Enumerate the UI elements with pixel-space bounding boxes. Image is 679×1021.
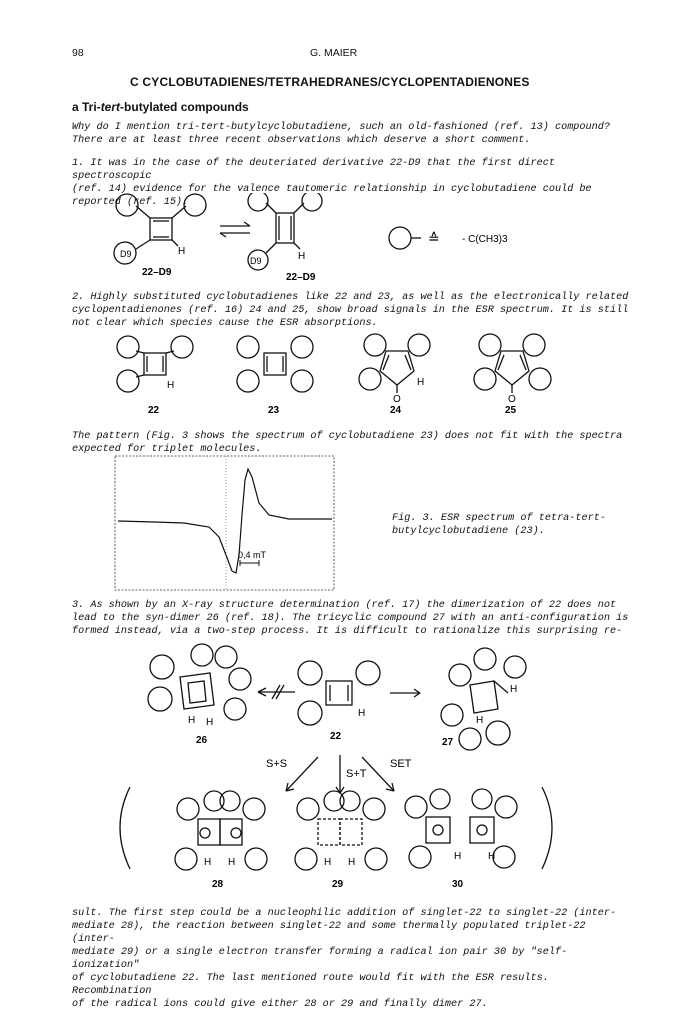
compound-label-30: 30 — [452, 879, 464, 890]
h-atom-label: H — [206, 717, 214, 728]
h-atom-label: H — [324, 857, 332, 868]
compound-label-23: 23 — [268, 405, 280, 416]
h-atom-label: H — [454, 851, 462, 862]
arrow-label-set: SET — [390, 758, 412, 770]
text-line: not clear which species cause the ESR absorptions. — [72, 318, 378, 329]
page-number: 98 — [72, 47, 84, 59]
h-atom-label: H — [417, 377, 425, 388]
h-atom-label: H — [188, 715, 196, 726]
text-line: Why do I mention tri-tert-butylcyclobutadiene, such an old-fashioned (ref. 13) compound? — [72, 122, 610, 133]
arrow-label-s-s: S+S — [266, 758, 288, 770]
compound-label-27: 27 — [442, 737, 454, 748]
subsection-title — [72, 100, 249, 114]
oxygen-label: O — [508, 394, 516, 405]
scheme-compounds-22-25 — [90, 333, 630, 418]
text-line: There are at least three recent observations which deserve a short comment. — [72, 135, 531, 146]
text-line: mediate 29) or a single electron transfer forming a radical ion pair 30 by "self-ionization" — [72, 947, 568, 971]
compound-label-26: 26 — [196, 735, 208, 746]
h-atom-label: H — [510, 684, 518, 695]
subsection-prefix: a Tri- — [72, 100, 101, 114]
text-line: lead to the syn-dimer 26 (ref. 18). The tricyclic compound 27 with an anti-configuration is — [72, 613, 629, 624]
h-atom-label: H — [298, 251, 306, 262]
text-line: 1. It was in the case of the deuteriated derivative 22-D9 that the first direct spectroscopic — [72, 158, 555, 182]
compound-label-24: 24 — [390, 405, 402, 416]
compound-label-22-d9: 22–D9 — [142, 267, 172, 278]
text-line: cyclopentadienones (ref. 16) 24 and 25, show broad signals in the ESR spectrum. It is still — [72, 305, 629, 316]
h-atom-label: H — [204, 857, 212, 868]
compound-label-22: 22 — [330, 731, 342, 742]
text-line: 3. As shown by an X-ray structure determination (ref. 17) the dimerization of 22 does not — [72, 600, 617, 611]
h-atom-label: H — [358, 708, 366, 719]
esr-spectrum-figure — [114, 455, 336, 593]
compound-label-28: 28 — [212, 879, 224, 890]
paragraph-result — [72, 907, 632, 1011]
scheme-dimerization — [90, 637, 630, 899]
text-line: expected for triplet molecules. — [72, 444, 262, 455]
paragraph-intro — [72, 121, 632, 147]
running-title: G. MAIER — [310, 47, 358, 59]
paragraph-pattern — [72, 430, 632, 456]
text-line: mediate 28), the reaction between singlet-22 and some thermally populated triplet-22 (inter- — [72, 921, 586, 945]
compound-label-29: 29 — [332, 879, 344, 890]
h-atom-label: H — [178, 246, 186, 257]
text-line: of cyclobutadiene 22. The last mentioned route would fit with the ESR results. Recombination — [72, 973, 549, 997]
scheme-valence-tautomers — [90, 193, 630, 285]
paragraph-point-2 — [72, 291, 632, 330]
compound-label-25: 25 — [505, 405, 517, 416]
h-atom-label: H — [167, 380, 175, 391]
text-line: formed instead, via a two-step process. It is difficult to rationalize this surprising re- — [72, 626, 623, 637]
h-atom-label: H — [476, 715, 484, 726]
compound-label-22: 22 — [148, 405, 160, 416]
legend-tbutyl: - C(CH3)3 — [462, 234, 508, 245]
h-atom-label: H — [228, 857, 236, 868]
section-title: C CYCLOBUTADIENES/TETRAHEDRANES/CYCLOPENTADIENONES — [130, 75, 530, 89]
equivalence-symbol: ≙ — [428, 230, 440, 246]
scale-bar-label: 0,4 mT — [238, 550, 267, 560]
h-atom-label: H — [348, 857, 356, 868]
compound-label-22-d9: 22–D9 — [286, 272, 316, 283]
subsection-italic: tert — [100, 100, 121, 114]
paragraph-point-3 — [72, 599, 632, 638]
text-line: (ref. 14) evidence for the valence tautomeric relationship in cyclobutadiene could be — [72, 184, 592, 195]
d9-label: D9 — [250, 256, 262, 266]
figure-3-caption — [392, 512, 632, 538]
text-line: 2. Highly substituted cyclobutadienes like 22 and 23, as well as the electronically related — [72, 292, 629, 303]
text-line: of the radical ions could give either 28 or 29 and finally dimer 27. — [72, 999, 488, 1010]
text-line: Fig. 3. ESR spectrum of tetra-tert- — [392, 513, 606, 524]
text-line: butylcyclobutadiene (23). — [392, 526, 545, 537]
subsection-suffix: -butylated compounds — [120, 100, 249, 114]
arrow-label-s-t: S+T — [346, 768, 367, 780]
oxygen-label: O — [393, 394, 401, 405]
text-line: reported (ref. 15). — [72, 197, 189, 208]
text-line: The pattern (Fig. 3 shows the spectrum of cyclobutadiene 23) does not fit with the spectra — [72, 431, 623, 442]
h-atom-label: H — [488, 851, 496, 862]
d9-label: D9 — [120, 249, 132, 259]
text-line: sult. The first step could be a nucleophilic addition of singlet-22 to singlet-22 (inter- — [72, 908, 617, 919]
